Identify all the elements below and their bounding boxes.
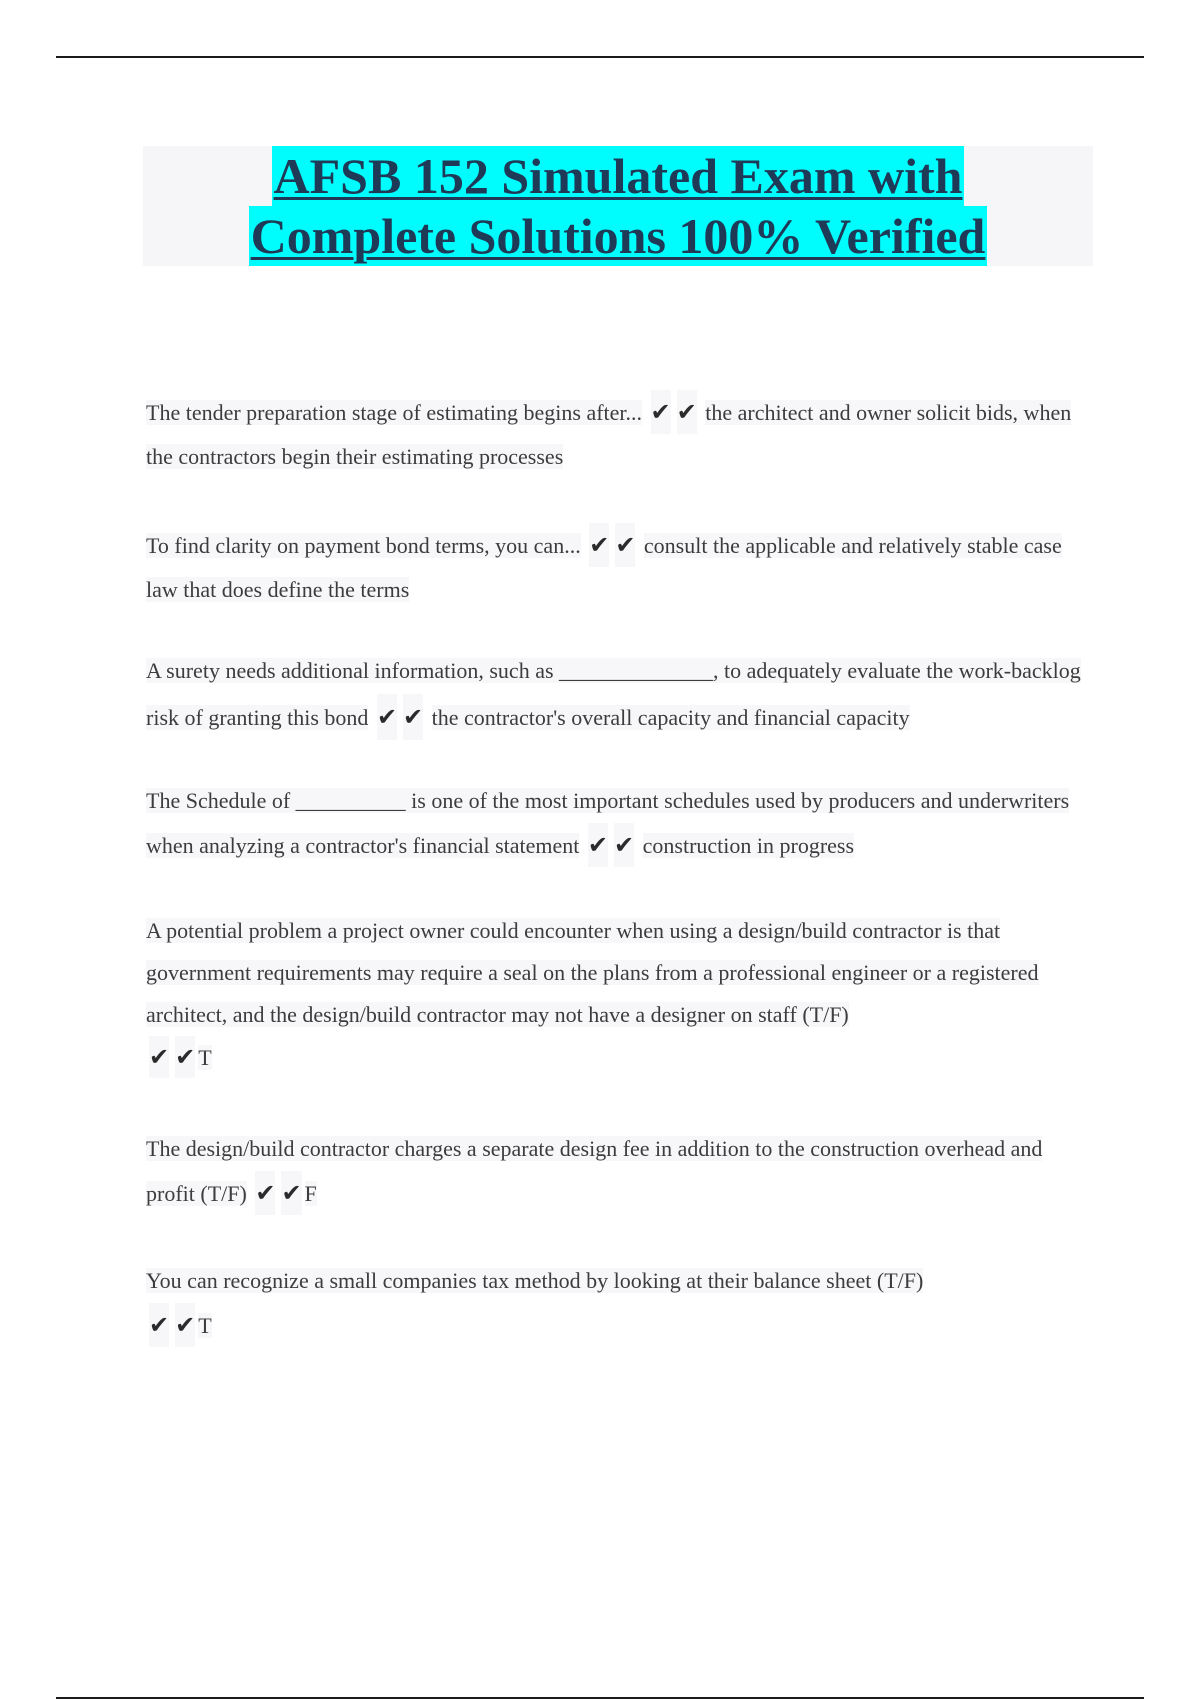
- checkmark-icon: ✔: [615, 523, 635, 567]
- qa-item: [146, 1259, 923, 1348]
- bottom-rule: [56, 1697, 1144, 1699]
- answer-text: T: [198, 1045, 212, 1070]
- question-text: A potential problem a project owner could encounter when using a design/build contractor is that government requirements may require a seal on the plans from a professional engineer or a registered architect, and the design/build contractor may not have a designer on staff (T/F): [146, 918, 1039, 1027]
- checkmark-icon: ✔: [651, 390, 671, 434]
- checkmark-icon: ✔: [255, 1171, 275, 1215]
- answer-text: consult the applicable and relatively stable case law that does define the terms: [146, 533, 1062, 602]
- question-text: To find clarity on payment bond terms, you can...: [146, 533, 581, 558]
- checkmark-icon: ✔: [614, 823, 634, 867]
- qa-item: [146, 779, 1096, 868]
- title-block: [143, 146, 1093, 266]
- checkmark-icon: ✔: [175, 1303, 195, 1347]
- answer-text: construction in progress: [642, 833, 855, 858]
- question-text: A surety needs additional information, such as ______________, to adequately evaluate the work-backlog risk of granting this bond: [146, 658, 1081, 730]
- answer-text: the contractor's overall capacity and financial capacity: [431, 705, 910, 730]
- answer-text: T: [198, 1313, 212, 1338]
- answer-text: F: [304, 1181, 317, 1206]
- qa-item: [146, 390, 1096, 479]
- question-text: The Schedule of __________ is one of the most important schedules used by producers and underwriters when analyzing a contractor's financial statement: [146, 788, 1070, 858]
- page-title-line-2: Complete Solutions 100% Verified: [250, 208, 986, 264]
- top-rule: [56, 56, 1144, 58]
- qa-item: [146, 648, 1096, 741]
- checkmark-icon: ✔: [677, 390, 697, 434]
- question-text: The design/build contractor charges a separate design fee in addition to the construction overhead and profit (T/F): [146, 1136, 1043, 1206]
- checkmark-icon: ✔: [403, 694, 423, 740]
- qa-item: [146, 523, 1096, 612]
- qa-item: [146, 910, 1096, 1079]
- page-title-line-1: AFSB 152 Simulated Exam with: [273, 148, 963, 204]
- qa-item: [146, 1127, 1096, 1216]
- question-text: The tender preparation stage of estimating begins after...: [146, 400, 643, 425]
- checkmark-icon: ✔: [588, 823, 608, 867]
- checkmark-icon: ✔: [149, 1036, 169, 1078]
- checkmark-icon: ✔: [281, 1171, 301, 1215]
- question-text: You can recognize a small companies tax method by looking at their balance sheet (T/F): [146, 1268, 924, 1293]
- checkmark-icon: ✔: [175, 1036, 195, 1078]
- checkmark-icon: ✔: [149, 1303, 169, 1347]
- answer-text: the architect and owner solicit bids, when the contractors begin their estimating processes: [146, 400, 1072, 469]
- checkmark-icon: ✔: [377, 694, 397, 740]
- checkmark-icon: ✔: [589, 523, 609, 567]
